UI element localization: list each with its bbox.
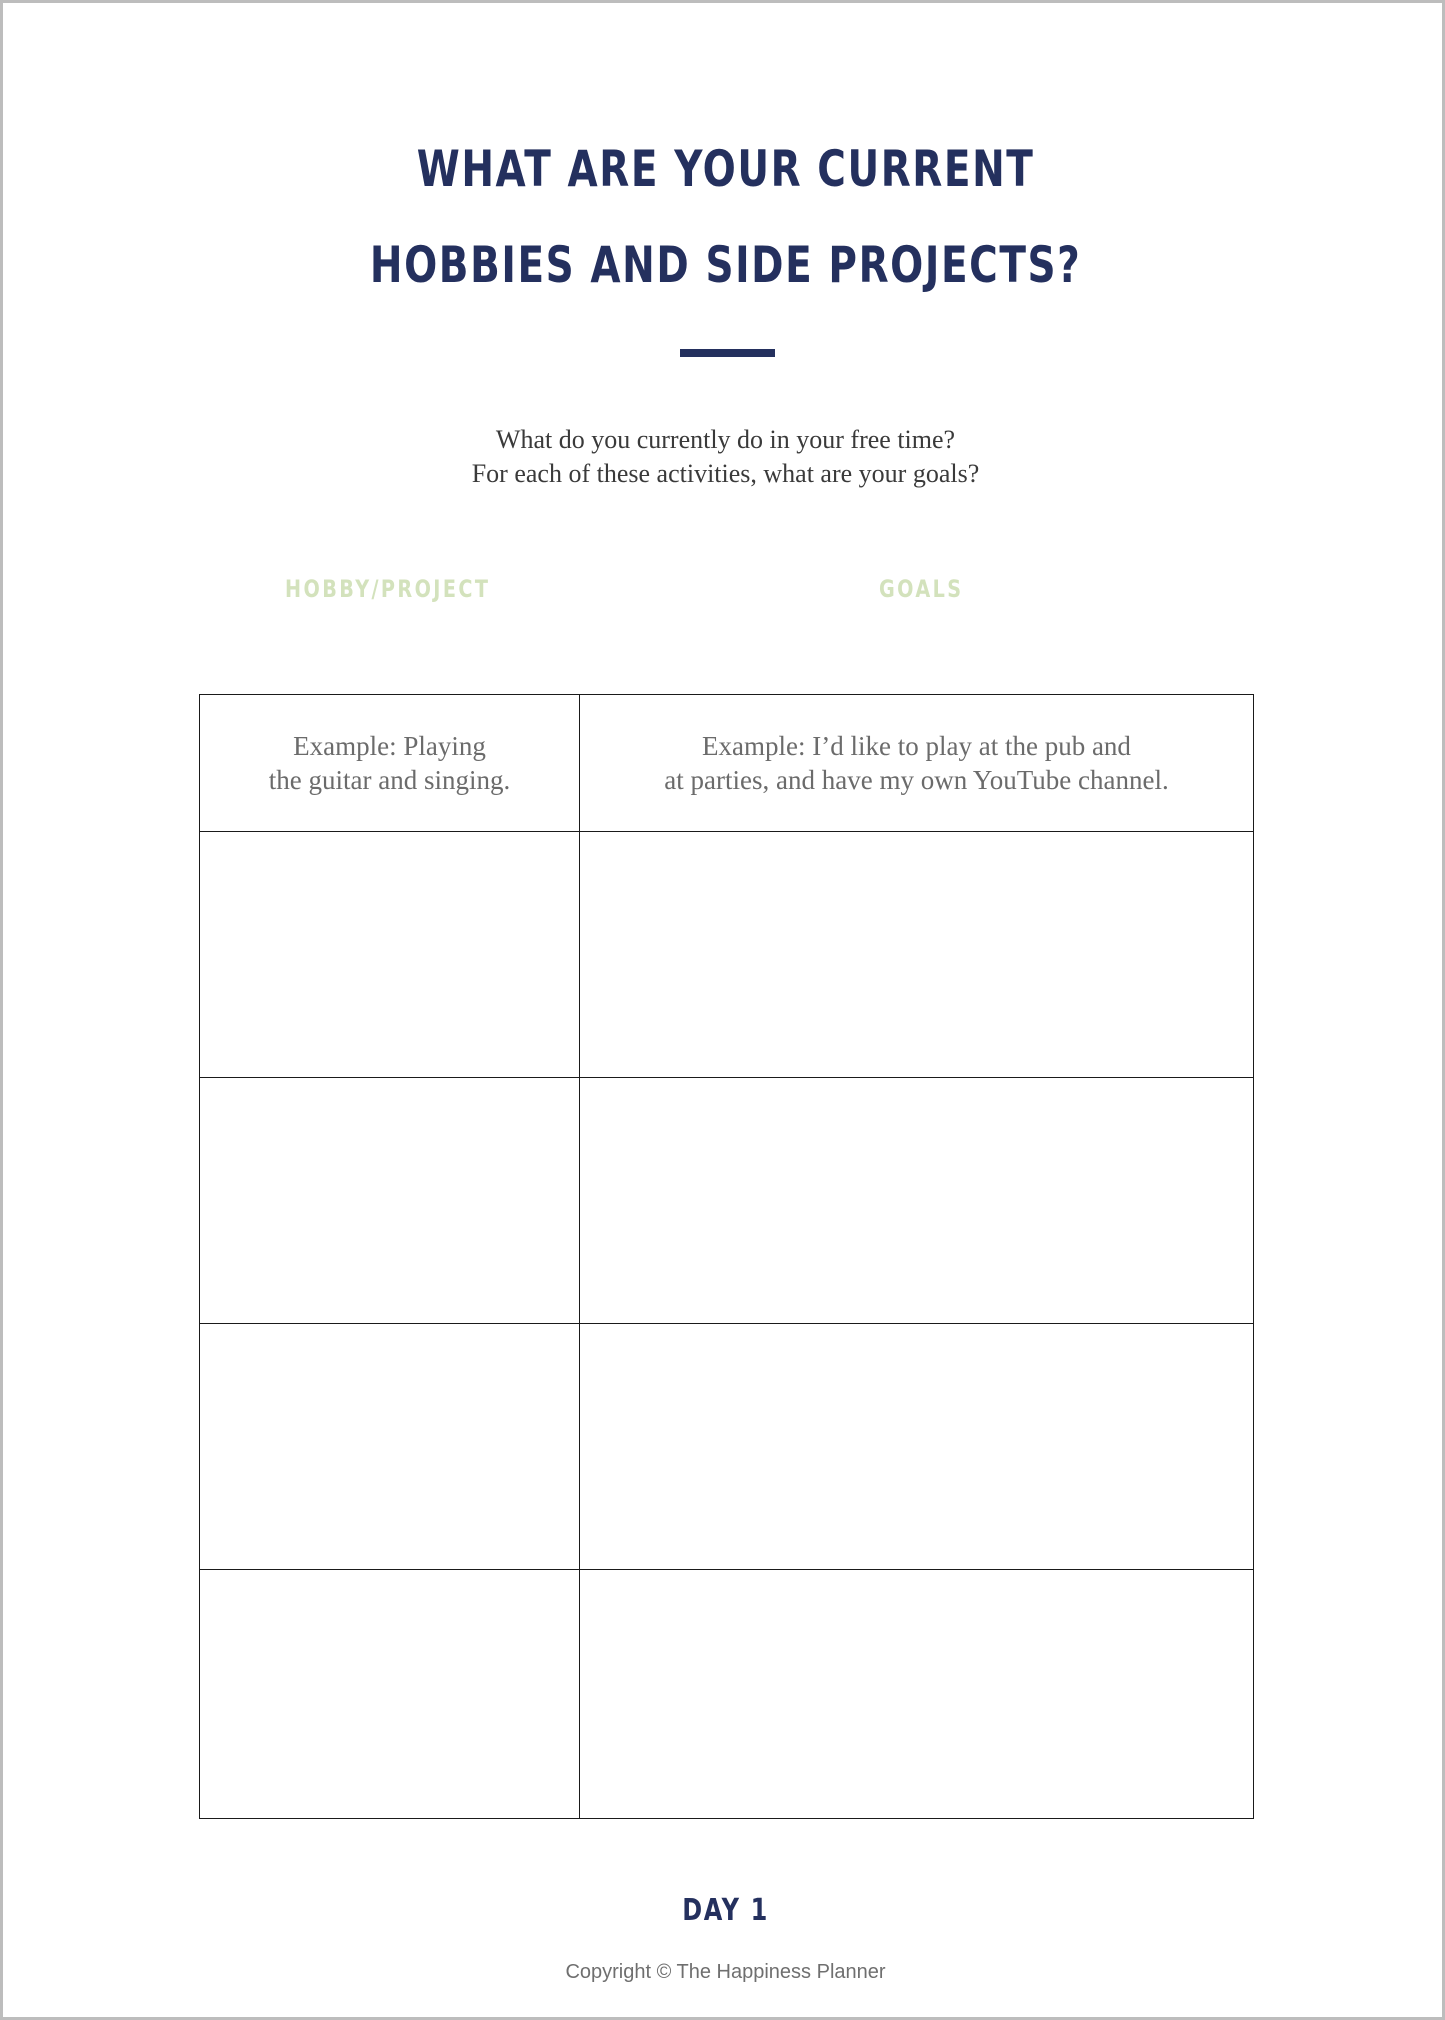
entry-row [200,1324,1254,1570]
entry-row [200,832,1254,1078]
title-line-1: WHAT ARE YOUR CURRENT [416,140,1035,198]
entry-row [200,1570,1254,1819]
hobby-entry-cell[interactable] [200,832,580,1078]
example-goals-cell [580,695,1254,832]
goals-column-header: GOALS [879,575,964,603]
entry-row [200,1078,1254,1324]
example-row [200,695,1254,832]
day-label: DAY 1 [682,1893,769,1928]
goals-entry-cell[interactable] [580,832,1254,1078]
example-hobby-cell [200,695,580,832]
intro-text [3,423,1445,491]
hobbies-goals-table [199,694,1254,1819]
example-goals-line-2: at parties, and have my own YouTube channel. [664,765,1169,795]
hobby-entry-cell[interactable] [200,1324,580,1570]
title-divider [680,349,775,357]
page-title [162,121,1289,313]
example-hobby-line-2: the guitar and singing. [268,765,511,795]
hobby-entry-cell[interactable] [200,1570,580,1819]
example-goals-line-1: Example: I’d like to play at the pub and [702,731,1131,761]
example-hobby-line-1: Example: Playing [293,731,486,761]
goals-entry-cell[interactable] [580,1324,1254,1570]
title-line-2: HOBBIES AND SIDE PROJECTS? [369,236,1082,294]
goals-entry-cell[interactable] [580,1078,1254,1324]
goals-entry-cell[interactable] [580,1570,1254,1819]
copyright-notice: Copyright © The Happiness Planner [565,1961,886,1983]
intro-line-2: For each of these activities, what are your goals? [471,459,980,488]
hobby-entry-cell[interactable] [200,1078,580,1324]
hobby-column-header: HOBBY/PROJECT [285,575,491,603]
intro-line-1: What do you currently do in your free time? [495,425,956,454]
